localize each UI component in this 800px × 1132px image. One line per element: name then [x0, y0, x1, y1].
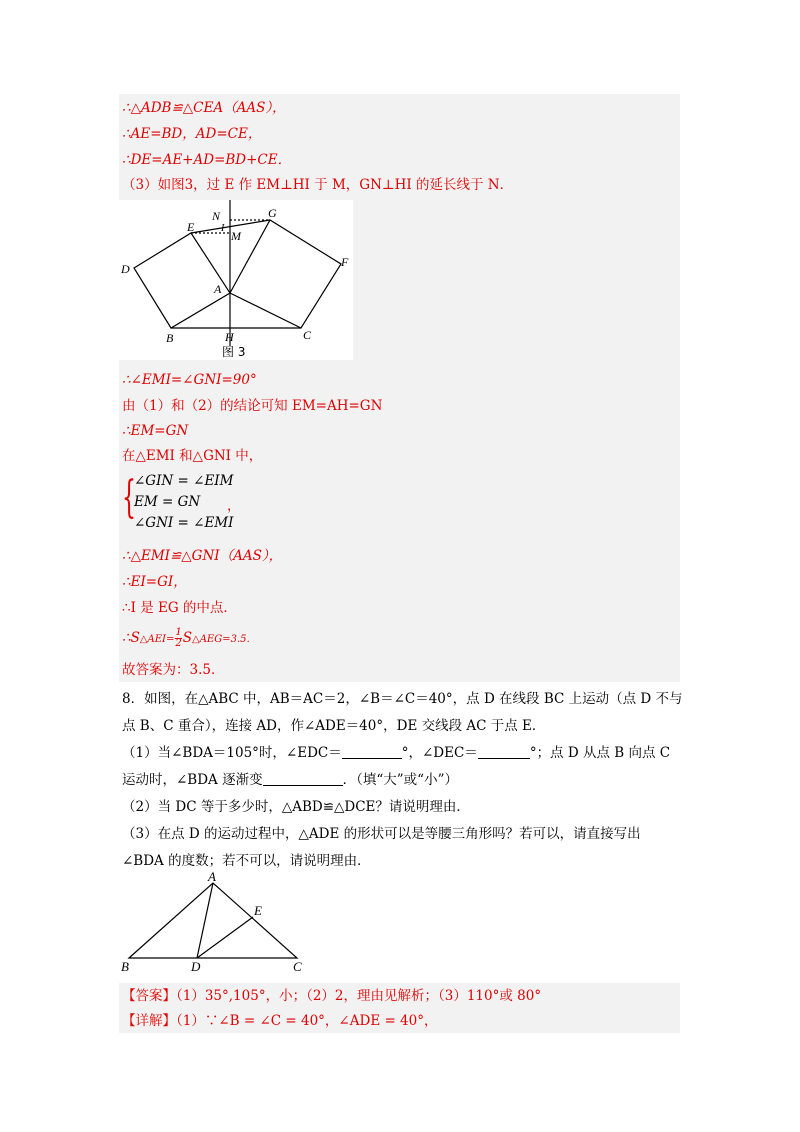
q1-text-e: ．（填“大”或“小”） [342, 772, 458, 788]
area-sub2: △AEG=3.5． [192, 634, 257, 645]
figure-3-drawing [119, 200, 353, 360]
solution-line-5: ∴∠EMI=∠GNI=90° [122, 372, 257, 388]
label-A8: A [208, 870, 216, 884]
label-E: E [187, 220, 195, 234]
problem-8-line-5: （2）当 DC 等于多少时，△ABD≌△DCE？请说明理由． [122, 799, 470, 815]
figure-8-drawing [115, 870, 315, 975]
q1-text-b: °，∠DEC＝ [401, 745, 478, 761]
problem-8-line-1: 8．如图，在△ABC 中，AB＝AC＝2，∠B＝∠C＝40°，点 D 在线段 BC 上运动（点 D 不与 [122, 691, 683, 707]
system-comma: ， [227, 498, 241, 514]
solution-line-3: ∴DE=AE+AD=BD+CE． [122, 152, 292, 168]
label-I: I [221, 223, 225, 234]
area-sub1: △AEI= [139, 634, 175, 645]
system-eq-2: EM = GN [134, 494, 201, 510]
solution-line-11: ∴I 是 EG 的中点． [122, 600, 237, 616]
figure-3-caption: 图 3 [222, 345, 246, 359]
solution-line-2: ∴AE=BD，AD=CE， [122, 126, 262, 142]
figure-8 [115, 870, 315, 975]
label-E8: E [254, 903, 262, 918]
label-F: F [341, 255, 349, 269]
system-brace: { [122, 472, 136, 523]
answer-text: （1）35°,105°，小；（2）2，理由见解析；（3）110°或 80° [176, 988, 542, 1004]
label-B: B [166, 331, 174, 345]
label-C8: C [293, 959, 302, 974]
solution-line-8: 在△EMI 和△GNI 中， [122, 448, 263, 464]
q1-text-c: °；点 D 从点 B 向点 C [529, 745, 671, 761]
fraction-denominator: 2 [175, 638, 182, 649]
solution-line-1: ∴△ADB≌△CEA（AAS）， [122, 100, 286, 116]
label-N: N [212, 209, 221, 223]
detail-line [122, 1011, 438, 1031]
q1-text-d: 运动时，∠BDA 逐渐变 [122, 772, 263, 788]
label-G: G [268, 206, 277, 220]
q1-text-a: （1）当∠BDA＝105°时，∠EDC＝ [122, 745, 342, 761]
problem-8-line-2: 点 B、C 重合），连接 AD，作∠ADE＝40°，DE 交线段 AC 于点 E． [122, 718, 546, 734]
solution-line-4: （3）如图3，过 E 作 EM⊥HI 于 M，GN⊥HI 的延长线于 N． [122, 177, 514, 193]
label-B8: B [121, 959, 129, 974]
label-M: M [231, 229, 241, 243]
answer-tag: 【答案】 [122, 988, 176, 1004]
label-D: D [121, 262, 130, 276]
area-s2: S [182, 630, 193, 646]
problem-8-line-3 [122, 743, 670, 763]
problem-8-line-4 [122, 770, 458, 790]
solution-line-13: 故答案为：3.5． [122, 662, 225, 678]
label-D8: D [191, 959, 201, 974]
blank-edc[interactable] [342, 744, 402, 759]
area-s1: ∴S [122, 630, 140, 646]
solution-line-6: 由（1）和（2）的结论可知 EM=AH=GN [122, 398, 383, 414]
problem-8-line-7: ∠BDA 的度数；若不可以，请说明理由． [122, 853, 371, 869]
system-eq-1: ∠GIN = ∠EIM [134, 473, 234, 489]
system-eq-3: ∠GNI = ∠EMI [134, 515, 234, 531]
detail-tag: 【详解】 [122, 1013, 176, 1029]
figure-3 [119, 200, 353, 360]
blank-trend[interactable] [263, 771, 343, 786]
solution-line-9: ∴△EMI≌△GNI（AAS）， [122, 548, 283, 564]
solution-line-10: ∴EI=GI， [122, 574, 187, 590]
solution-line-7: ∴EM=GN [122, 423, 189, 439]
label-H: H [225, 330, 234, 344]
detail-text: （1）∵∠B = ∠C = 40°，∠ADE = 40°， [176, 1013, 438, 1029]
fraction-numerator: 1 [175, 627, 182, 638]
fraction-half [175, 628, 181, 649]
solution-line-12 [122, 628, 257, 650]
blank-dec[interactable] [478, 744, 530, 759]
answer-line [122, 986, 541, 1006]
problem-8-line-6: （3）在点 D 的运动过程中，△ADE 的形状可以是等腰三角形吗？若可以，请直接写出 [122, 826, 641, 842]
label-C: C [303, 328, 312, 342]
label-A: A [214, 282, 222, 296]
